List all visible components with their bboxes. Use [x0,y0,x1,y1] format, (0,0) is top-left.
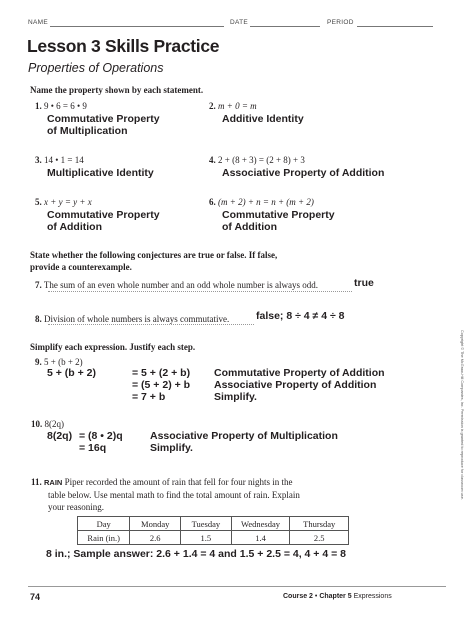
item-number: 4. [209,155,216,165]
item-text: table below. Use mental math to find the total amount of rain. Explain [48,490,300,500]
table-cell: 2.5 [290,531,349,545]
step-equation: = 5 + (2 + b) [132,367,191,379]
step-reason: Associative Property of Multiplication [150,430,338,442]
answer-3: Multiplicative Identity [47,167,154,179]
copyright-sidebar [458,330,466,550]
period-label: PERIOD [327,19,354,26]
item-text: Piper recorded the amount of rain that fell for four nights in the [64,477,293,487]
answer-line: Commutative Property [222,209,335,221]
footer-course [283,593,392,600]
instruction-line: provide a counterexample. [30,262,132,272]
footer-bullet: • [314,593,318,600]
answer-6 [222,209,335,233]
table-header: Monday [130,517,181,531]
item-3 [35,155,84,165]
item-statement: 14 • 1 = 14 [44,155,84,165]
section3-instruction: Simplify each expression. Justify each step. [30,342,196,352]
answer-2: Additive Identity [222,113,304,125]
answer-5 [47,209,160,233]
instruction-line: State whether the following conjectures are true or false. If false, [30,250,278,260]
table-header: Day [78,517,130,531]
table-cell: 1.5 [181,531,232,545]
answer-line: of Addition [222,221,278,233]
date-line [250,26,320,27]
step-reason: Associative Property of Addition [214,379,377,391]
table-row-label: Rain (in.) [78,531,130,545]
step-reason: Simplify. [150,442,193,454]
item-tag: RAIN [44,478,63,487]
rain-table [77,516,349,545]
item-expression: 8(2q) [44,419,64,429]
item-11-line [31,476,300,489]
item-9 [35,357,83,367]
footer-rule [28,586,446,587]
table-cell: 1.4 [231,531,290,545]
item-number: 5. [35,197,42,207]
item-11 [31,476,300,513]
period-line [357,26,433,27]
step-expression: 8(2q) [47,430,73,442]
section2-instruction [30,249,277,273]
table-row [78,531,349,545]
course-label: Course 2 [283,593,313,600]
table-header-row [78,517,349,531]
answer-line: Commutative Property [47,113,160,125]
answer-4: Associative Property of Addition [222,167,385,179]
item-number: 2. [209,101,216,111]
item-expression: 5 + (b + 2) [44,357,83,367]
step-expression: 5 + (b + 2) [47,367,97,379]
answer-rule [48,291,352,292]
item-text: The sum of an even whole number and an odd whole number is always odd. [43,280,319,290]
item-7 [35,280,318,290]
item-statement: 9 • 6 = 6 • 9 [44,101,87,111]
chapter-label: Chapter 5 [319,593,352,600]
answer-11: 8 in.; Sample answer: 2.6 + 1.4 = 4 and 1.5 + 2.5 = 4, 4 + 4 = 8 [46,548,347,560]
item-number: 9. [35,357,42,367]
date-label: DATE [230,19,249,26]
item-number: 6. [209,197,216,207]
item-2 [209,101,257,111]
step-reason: Commutative Property of Addition [214,367,385,379]
item-4 [209,155,305,165]
answer-line: of Addition [47,221,103,233]
answer-1 [47,113,160,137]
step-equation: = (8 • 2)q [79,430,123,442]
item-number: 8. [35,314,42,324]
step-equation: = 16q [79,442,107,454]
item-statement: x + y = y + x [44,197,92,207]
table-header: Thursday [290,517,349,531]
item-number: 10. [31,419,43,429]
answer-8: false; 8 ÷ 4 ≠ 4 ÷ 8 [256,310,345,322]
item-8 [35,314,229,324]
item-5 [35,197,92,207]
item-statement: m + 0 = m [218,101,257,111]
section1-instruction: Name the property shown by each statement. [30,85,204,95]
answer-line: of Multiplication [47,125,128,137]
step-equation: = 7 + b [132,391,166,403]
name-line [50,26,224,27]
table-header: Wednesday [231,517,290,531]
item-number: 3. [35,155,42,165]
item-number: 1. [35,101,42,111]
copyright-text: Copyright © The McGraw-Hill Companies, Inc. Permission is granted to reproduce for classroom use. [460,330,464,500]
page-subtitle: Properties of Operations [28,61,164,75]
item-statement: (m + 2) + n = n + (m + 2) [218,197,314,207]
item-1 [35,101,87,111]
chapter-title: Expressions [353,593,392,600]
table-cell: 2.6 [130,531,181,545]
page-number: 74 [30,592,41,602]
name-label: NAME [28,19,48,26]
table-header: Tuesday [181,517,232,531]
step-equation: = (5 + 2) + b [132,379,191,391]
answer-rule [48,324,254,325]
item-number: 11. [31,477,42,487]
answer-line: Commutative Property [47,209,160,221]
item-text: your reasoning. [48,502,104,512]
item-6 [209,197,314,207]
item-number: 7. [35,280,42,290]
page-title: Lesson 3 Skills Practice [27,36,220,56]
step-reason: Simplify. [214,391,257,403]
item-10 [31,419,64,429]
item-text: Division of whole numbers is always commutative. [44,314,230,324]
item-statement: 2 + (8 + 3) = (2 + 8) + 3 [218,155,305,165]
answer-7: true [354,277,374,289]
